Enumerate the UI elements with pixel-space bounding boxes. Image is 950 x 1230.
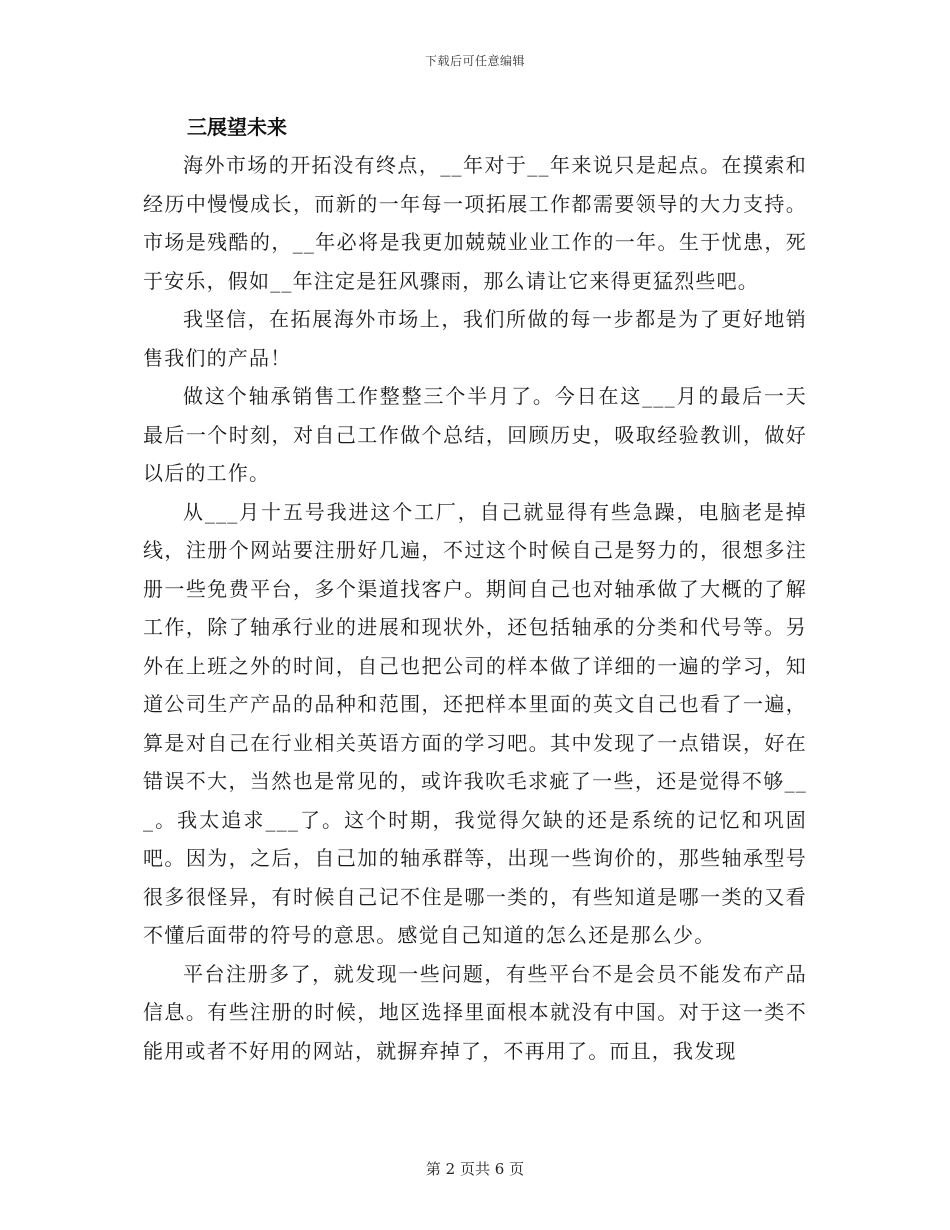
- paragraph-5: 平台注册多了，就发现一些问题，有些平台不是会员不能发布产品信息。有些注册的时候，地区选择里面根本就没有中国。对于这一类不能用或者不好用的网站，就摒弃掉了，不再用了。而且，我发现: [143, 961, 807, 1063]
- paragraph-2: 我坚信，在拓展海外市场上，我们所做的每一步都是为了更好地销售我们的产品！: [143, 307, 807, 370]
- paragraph-3: 做这个轴承销售工作整整三个半月了。今日在这___月的最后一天最后一个时刻，对自己工作做个总结，回顾历史，吸取经验教训，做好以后的工作。: [143, 384, 807, 485]
- document-body: [143, 108, 807, 1070]
- paragraph-1: 海外市场的开拓没有终点，__年对于__年来说只是起点。在摸索和经历中慢慢成长，而新的一年每一项拓展工作都需要领导的大力支持。市场是残酷的，__年必将是我更加兢兢业业工作的一年。生于忧患，死于安乐，假如__年注定是狂风骤雨，那么请让它来得更猛烈些吧。: [143, 153, 807, 293]
- page-number: 第 2 页共 6 页: [425, 1160, 525, 1178]
- paragraph-4: 从___月十五号我进这个工厂，自己就显得有些急躁，电脑老是掉线，注册个网站要注册好几遍，不过这个时候自己是努力的，很想多注册一些免费平台，多个渠道找客户。期间自己也对轴承做了大概的了解工作，除了轴承行业的进展和现状外，还包括轴承的分类和代号等。另外在上班之外的时间，自己也把公司的样本做了详细的一遍的学习，知道公司生产产品的品种和范围，还把样本里面的英文自己也看了一遍，算是对自己在行业相关英语方面的学习吧。其中发现了一点错误，好在错误不大，当然也是常见的，或许我吹毛求疵了一些，还是觉得不够___。我太追求___了。这个时期，我觉得欠缺的还是系统的记忆和巩固吧。因为，之后，自己加的轴承群等，出现一些询价的，那些轴承型号很多很怪异，有时候自己记不住是哪一类的，有些知道是哪一类的又看不懂后面带的符号的意思。感觉自己知道的怎么还是那么少。: [143, 499, 807, 947]
- section-heading: 三展望未来: [187, 115, 287, 139]
- page-header-note: 下载后可任意编辑: [424, 54, 525, 68]
